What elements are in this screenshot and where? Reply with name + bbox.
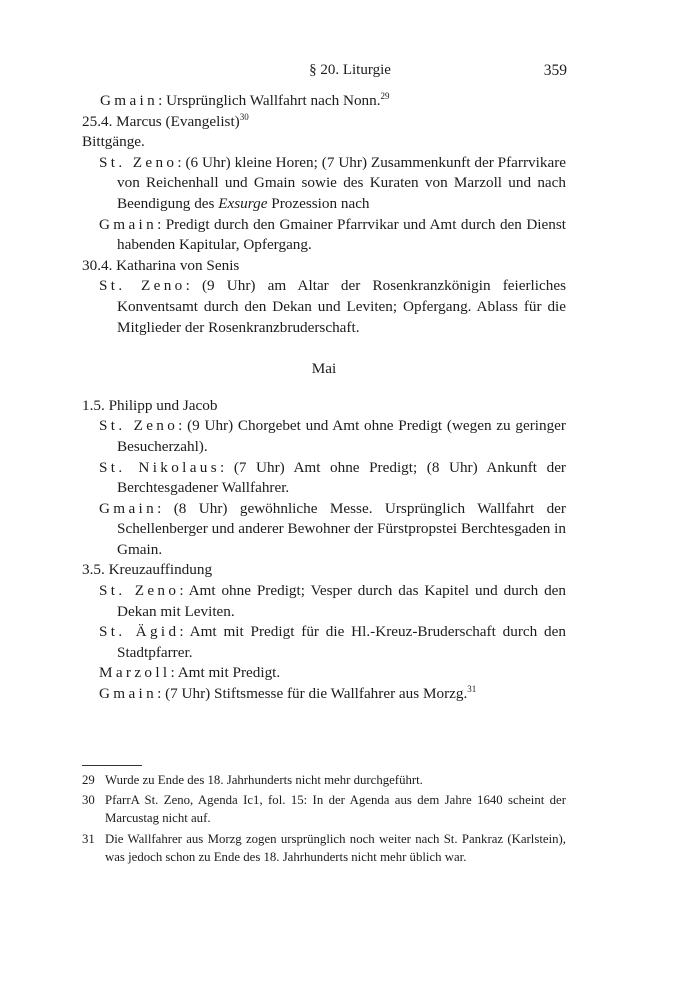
place-separator: : [157,215,166,233]
footnote-ref: 29 [380,91,390,101]
place-separator: : [185,277,202,295]
entry-text-after: Prozession nach [267,194,370,212]
entry-text: Amt mit Predigt für die Hl.-Kreuz-Bruderschaft durch den Stadtpfarrer. [117,623,566,661]
entry-text: (7 Uhr) Stiftsmesse für die Wallfahrer aus Morzg. [165,685,468,703]
place-name: St. Zeno [99,417,179,435]
liturgy-entry [82,215,566,256]
footnote-text: Wurde zu Ende des 18. Jahrhunderts nicht mehr durchgeführt. [105,773,423,787]
place-name: St. Zeno [99,153,178,171]
section-heading-mai: Mai [311,360,337,378]
entry-text-italic: Exsurge [218,194,268,212]
april-entries [82,91,566,338]
footnote-number: 30 [82,793,95,808]
place-separator: : [179,582,189,600]
liturgy-entry [82,458,566,499]
place-name: Marzoll [99,664,171,682]
body-text [82,91,566,705]
entry-text: Ursprünglich Wallfahrt nach Nonn. [166,92,381,109]
liturgy-entry [82,256,566,277]
place-name: St. Nikolaus [99,458,221,476]
place-separator: : [158,92,167,109]
place-separator: : [177,153,186,171]
place-separator: : [178,417,188,435]
liturgy-entry [82,112,566,133]
place-separator: : [157,685,166,703]
footnote-rule [82,765,142,766]
entry-text: 1.5. Philipp und Jacob [82,396,218,414]
footnote-ref: 31 [467,684,477,695]
entry-text: 3.5. Kreuzauffindung [82,561,213,579]
place-separator: : [220,458,234,476]
entry-text: 30.4. Katharina von Senis [82,256,240,274]
place-name: Gmain [100,92,159,109]
liturgy-entry [82,91,566,112]
mai-entries [82,396,566,705]
liturgy-entry [82,396,566,417]
liturgy-entry [82,560,566,581]
entry-text: Amt mit Predigt. [177,664,281,682]
running-head-title: § 20. Liturgie [309,62,391,78]
entry-text: (7 Uhr) Amt ohne Predigt; (8 Uhr) Ankunft der Berchtesgadener Wallfahrer. [117,458,566,497]
footnotes [82,771,566,868]
place-name: Gmain [99,215,158,233]
footnote-number: 31 [82,831,95,846]
entry-text: (9 Uhr) am Altar der Rosenkranzkönigin feierliches Konventsamt durch den Dekan und Leviten; Opfergang. Ablass für die Mitglieder der Rosenkranzbruderschaft. [117,277,566,336]
place-name: Gmain [99,685,158,703]
entry-text: Bittgänge. [82,133,145,151]
place-name: St. Zeno [99,582,180,600]
entry-text: (6 Uhr) kleine Horen; (7 Uhr) Zusammenkunft der Pfarrvikare von Reichenhall und Gmain sowie des Kuraten von Marzoll und nach Beendigung des [117,153,566,212]
entry-text: 25.4. Marcus (Evangelist) [82,112,240,130]
footnote [82,830,566,866]
footnote-text: PfarrA St. Zeno, Agenda Ic1, fol. 15: In der Agenda aus dem Jahre 1640 scheint der Marcustag nicht auf. [105,793,566,826]
place-separator: : [179,623,190,641]
place-separator: : [157,499,174,517]
footnote [82,771,566,789]
liturgy-entry [82,276,566,338]
place-name: Gmain [99,499,158,517]
entry-text: Amt ohne Predigt; Vesper durch das Kapitel und durch den Dekan mit Leviten. [117,582,566,620]
liturgy-entry [82,132,566,153]
place-name: St. Zeno [99,277,186,295]
footnote [82,791,566,827]
liturgy-entry [82,499,566,561]
entry-text: (8 Uhr) gewöhnliche Messe. Ursprünglich Wallfahrt der Schellenberger und anderer Bewohner der Fürstpropstei Berchtesgaden in Gmain. [117,499,566,558]
footnote-text: Die Wallfahrer aus Morzg zogen ursprünglich noch weiter nach St. Pankraz (Karlstein), was jedoch schon zu Ende des 18. Jahrhunderts nicht mehr üblich war. [105,831,566,864]
place-name: St. Ägid [99,623,180,641]
liturgy-entry [82,581,566,622]
place-separator: : [170,664,178,682]
entry-text: Predigt durch den Gmainer Pfarrvikar und Amt durch den Dienst habenden Kapitular, Opfergang. [117,215,566,254]
entry-text: (9 Uhr) Chorgebet und Amt ohne Predigt (wegen zu geringer Besucherzahl). [117,417,566,455]
liturgy-entry [82,622,566,663]
footnote-number: 29 [82,773,95,787]
liturgy-entry [82,153,566,215]
footnote-ref: 30 [239,111,249,122]
running-head [0,62,700,84]
liturgy-entry [82,663,566,684]
liturgy-entry [82,416,566,457]
page-number: 359 [543,62,567,79]
liturgy-entry [82,684,566,705]
